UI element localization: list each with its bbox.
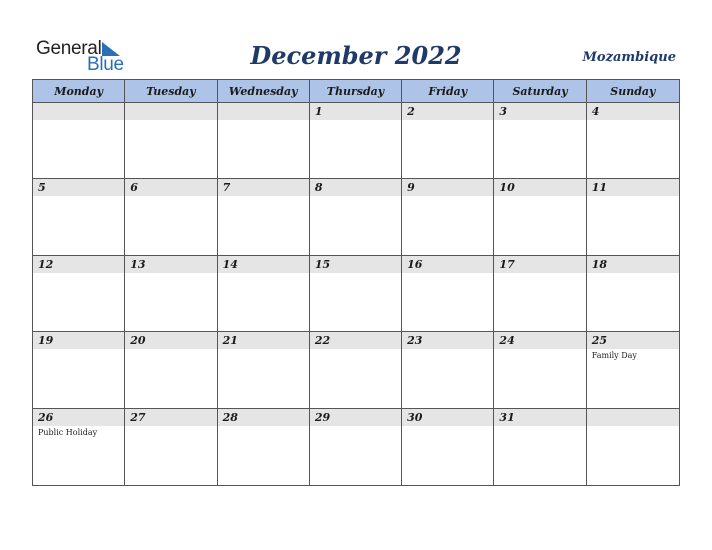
weekday-header-sunday: Sunday xyxy=(587,80,679,103)
day-cell xyxy=(218,103,310,179)
day-number-band xyxy=(494,409,585,426)
day-cell xyxy=(33,256,125,332)
day-number: 25 xyxy=(591,334,608,348)
logo-text-blue: Blue xyxy=(87,54,124,75)
day-number-band xyxy=(33,332,124,349)
day-number: 24 xyxy=(499,334,515,348)
day-cell xyxy=(494,332,586,408)
day-number-band xyxy=(402,256,493,273)
calendar-grid xyxy=(32,79,680,486)
day-number-band xyxy=(218,103,309,120)
day-number: 28 xyxy=(222,410,238,424)
day-number: 21 xyxy=(222,334,238,348)
day-cell xyxy=(125,409,217,485)
day-number-band xyxy=(33,103,124,120)
day-number: 15 xyxy=(314,257,331,271)
day-number-band xyxy=(494,332,585,349)
logo-text-general: General xyxy=(36,38,102,59)
day-number: 1 xyxy=(314,105,323,118)
day-number-band xyxy=(310,332,401,349)
day-number-band xyxy=(587,103,679,120)
day-number: 3 xyxy=(499,105,508,118)
day-number: 23 xyxy=(407,334,423,348)
day-number-band xyxy=(218,409,309,426)
day-number-band xyxy=(33,409,124,426)
day-number-band xyxy=(402,409,493,426)
day-number-band xyxy=(33,256,124,273)
day-cell xyxy=(125,332,217,408)
day-number-band xyxy=(218,256,309,273)
day-number-band xyxy=(402,179,493,196)
day-number: 6 xyxy=(130,181,138,195)
day-number-band xyxy=(33,179,124,196)
day-cell xyxy=(587,256,679,332)
day-number: 14 xyxy=(222,257,238,271)
day-number: 5 xyxy=(38,181,46,195)
holiday-label: Public Holiday xyxy=(38,427,98,437)
day-number-band xyxy=(310,103,401,120)
day-number: 12 xyxy=(38,257,54,271)
day-number-band xyxy=(310,409,401,426)
day-cell xyxy=(218,179,310,255)
day-number: 22 xyxy=(314,334,331,348)
day-number: 27 xyxy=(130,410,146,424)
day-number: 20 xyxy=(130,334,146,348)
day-number: 19 xyxy=(38,334,54,348)
day-cell xyxy=(587,409,679,485)
day-number-band xyxy=(218,332,309,349)
day-cell xyxy=(33,103,125,179)
day-number-band xyxy=(587,409,679,426)
day-cell xyxy=(494,179,586,255)
weekday-header-saturday: Saturday xyxy=(494,80,586,103)
day-number-band xyxy=(125,332,216,349)
day-number: 31 xyxy=(499,410,515,424)
day-number: 18 xyxy=(591,257,608,271)
day-cell xyxy=(310,409,402,485)
day-number: 11 xyxy=(591,181,608,195)
calendar-title: December 2022 xyxy=(250,41,462,70)
day-number: 29 xyxy=(314,410,331,424)
day-cell xyxy=(125,179,217,255)
day-cell xyxy=(587,103,679,179)
day-number-band xyxy=(125,179,216,196)
day-number-band xyxy=(310,179,401,196)
day-number: 16 xyxy=(407,257,423,271)
day-cell xyxy=(587,332,679,408)
day-cell xyxy=(494,409,586,485)
day-cell xyxy=(402,256,494,332)
day-cell xyxy=(402,409,494,485)
holiday-label: Family Day xyxy=(591,351,637,361)
day-cell xyxy=(494,103,586,179)
day-cell xyxy=(218,409,310,485)
weekday-header-wednesday: Wednesday xyxy=(218,80,310,103)
day-number: 26 xyxy=(38,410,54,424)
day-number: 30 xyxy=(407,410,423,424)
day-cell xyxy=(33,179,125,255)
day-cell xyxy=(310,179,402,255)
day-number-band xyxy=(218,179,309,196)
day-cell xyxy=(310,256,402,332)
day-number-band xyxy=(494,256,585,273)
day-number-band xyxy=(587,332,679,349)
day-cell xyxy=(218,332,310,408)
day-cell xyxy=(218,256,310,332)
day-cell xyxy=(402,103,494,179)
day-number-band xyxy=(494,103,585,120)
day-number-band xyxy=(310,256,401,273)
day-number: 9 xyxy=(407,181,415,195)
day-cell xyxy=(125,256,217,332)
day-number: 7 xyxy=(222,181,231,195)
day-cell xyxy=(494,256,586,332)
weekday-header-thursday: Thursday xyxy=(310,80,402,103)
day-number-band xyxy=(125,103,216,120)
day-number-band xyxy=(587,256,679,273)
day-number: 4 xyxy=(591,105,600,118)
weekday-header-monday: Monday xyxy=(33,80,125,103)
day-cell xyxy=(402,179,494,255)
day-cell xyxy=(125,103,217,179)
weekday-header-tuesday: Tuesday xyxy=(125,80,217,103)
day-number-band xyxy=(587,179,679,196)
country-name: Mozambique xyxy=(582,50,676,65)
day-number-band xyxy=(402,332,493,349)
day-number: 17 xyxy=(499,257,515,271)
day-cell xyxy=(310,332,402,408)
weekday-header-friday: Friday xyxy=(402,80,494,103)
day-cell xyxy=(33,332,125,408)
day-cell xyxy=(33,409,125,485)
day-cell xyxy=(310,103,402,179)
day-cell xyxy=(402,332,494,408)
day-number-band xyxy=(125,409,216,426)
day-number-band xyxy=(125,256,216,273)
day-number-band xyxy=(402,103,493,120)
day-cell xyxy=(587,179,679,255)
day-number: 13 xyxy=(130,257,146,271)
day-number: 10 xyxy=(499,181,515,195)
day-number: 8 xyxy=(314,181,323,195)
day-number: 2 xyxy=(407,105,415,118)
day-number-band xyxy=(494,179,585,196)
